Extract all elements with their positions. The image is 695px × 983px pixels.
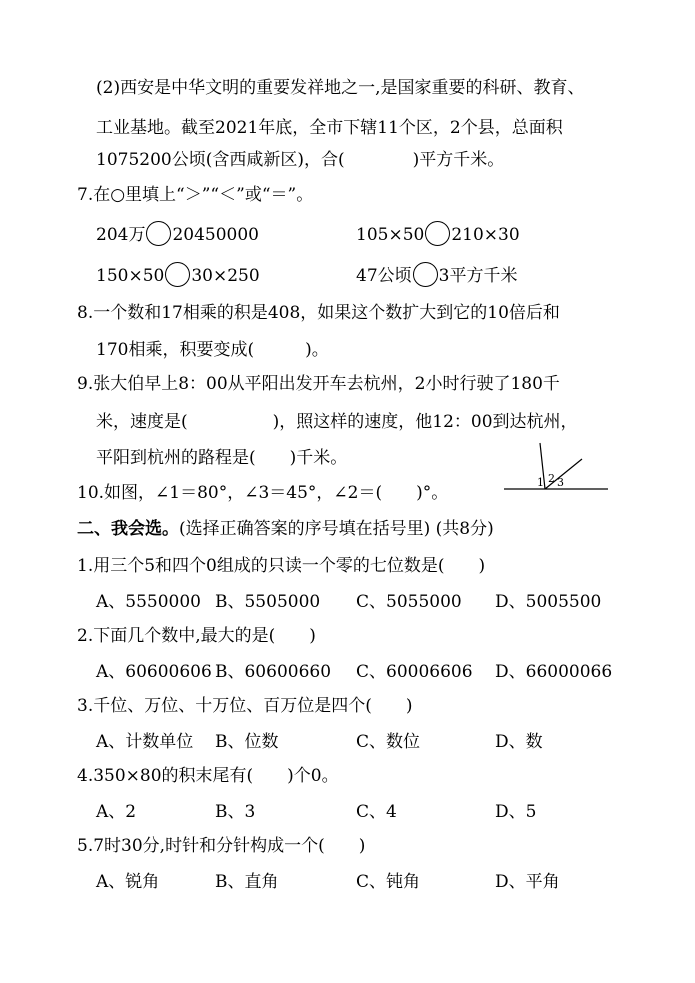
choice-3-option-a[interactable]: A、计数单位 [96, 732, 194, 752]
q6-2-line1: (2)西安是中华文明的重要发祥地之一,是国家重要的科研、教育、 [96, 78, 585, 98]
choice-1-stem: 1.用三个5和四个0组成的只读一个零的七位数是( ) [77, 556, 486, 576]
q7-item-1-right: 20450000 [172, 225, 259, 245]
choice-5-option-a[interactable]: A、锐角 [96, 872, 160, 892]
q8-line1: 8.一个数和17相乘的积是408，如果这个数扩大到它的10倍后和 [77, 303, 560, 323]
q7-item-3 [96, 262, 260, 288]
q7-item-3-right: 30×250 [191, 266, 260, 286]
choice-4-option-d[interactable]: D、5 [495, 802, 537, 822]
choice-2-option-c[interactable]: C、60006606 [356, 662, 473, 682]
choice-3-option-b[interactable]: B、位数 [215, 732, 279, 752]
section-2-note: (选择正确答案的序号填在括号里) (共8分) [179, 519, 494, 539]
q7-item-1-left: 204万 [96, 225, 146, 245]
q7-item-2-left: 105×50 [356, 225, 425, 245]
q7-item-4-left: 47公顷 [356, 266, 412, 286]
choice-4-option-b[interactable]: B、3 [215, 802, 256, 822]
q7-item-4 [356, 262, 517, 288]
q7-item-3-left: 150×50 [96, 266, 165, 286]
section-2-heading [77, 517, 494, 541]
compare-circle[interactable] [165, 262, 190, 287]
choice-1-option-c[interactable]: C、5055000 [356, 592, 462, 612]
choice-2-option-d[interactable]: D、66000066 [495, 662, 613, 682]
choice-1-option-d[interactable]: D、5005500 [495, 592, 602, 612]
q9-line1: 9.张大伯早上8：00从平阳出发开车去杭州，2小时行驶了180千 [77, 374, 560, 394]
compare-circle[interactable] [146, 221, 171, 246]
q7-item-1 [96, 221, 259, 247]
q7-title: 7.在○里填上“＞”“＜”或“＝”。 [77, 185, 314, 205]
choice-5-option-d[interactable]: D、平角 [495, 872, 560, 892]
choice-1-option-a[interactable]: A、5550000 [96, 592, 201, 612]
choice-1-option-b[interactable]: B、5505000 [215, 592, 321, 612]
choice-3-option-c[interactable]: C、数位 [356, 732, 421, 752]
q7-item-2-right: 210×30 [451, 225, 520, 245]
choice-4-option-a[interactable]: A、2 [96, 802, 137, 822]
choice-2-stem: 2.下面几个数中,最大的是( ) [77, 626, 316, 646]
angle-label-3: 3 [557, 476, 564, 489]
choice-4-option-c[interactable]: C、4 [356, 802, 397, 822]
q6-2-line3: 1075200公顷(含西咸新区)，合( )平方千米。 [96, 150, 505, 170]
q8-line2: 170相乘，积要变成( )。 [96, 340, 329, 360]
q10-text: 10.如图，∠1＝80°，∠3＝45°，∠2＝( )°。 [77, 483, 449, 503]
choice-3-option-d[interactable]: D、数 [495, 732, 543, 752]
angle-label-1: 1 [537, 476, 544, 489]
angle-label-2: 2 [548, 472, 555, 485]
q9-line3: 平阳到杭州的路程是( )千米。 [96, 448, 348, 468]
choice-2-option-a[interactable]: A、60600606 [96, 662, 212, 682]
choice-3-stem: 3.千位、万位、十万位、百万位是四个( ) [77, 696, 413, 716]
choice-5-option-b[interactable]: B、直角 [215, 872, 279, 892]
q6-2-line2: 工业基地。截至2021年底，全市下辖11个区，2个县，总面积 [96, 118, 563, 138]
section-2-title: 二、我会选。 [77, 519, 179, 539]
choice-5-stem: 5.7时30分,时针和分针构成一个( ) [77, 836, 366, 856]
compare-circle[interactable] [425, 221, 450, 246]
choice-4-stem: 4.350×80的积末尾有( )个0。 [77, 766, 339, 786]
q7-item-4-right: 3平方千米 [438, 266, 518, 286]
choice-2-option-b[interactable]: B、60600660 [215, 662, 332, 682]
angle-figure [500, 440, 615, 500]
q7-item-2 [356, 221, 520, 247]
compare-circle[interactable] [413, 262, 438, 287]
choice-5-option-c[interactable]: C、钝角 [356, 872, 421, 892]
q9-line2: 米，速度是( )，照这样的速度，他12：00到达杭州， [96, 412, 578, 432]
